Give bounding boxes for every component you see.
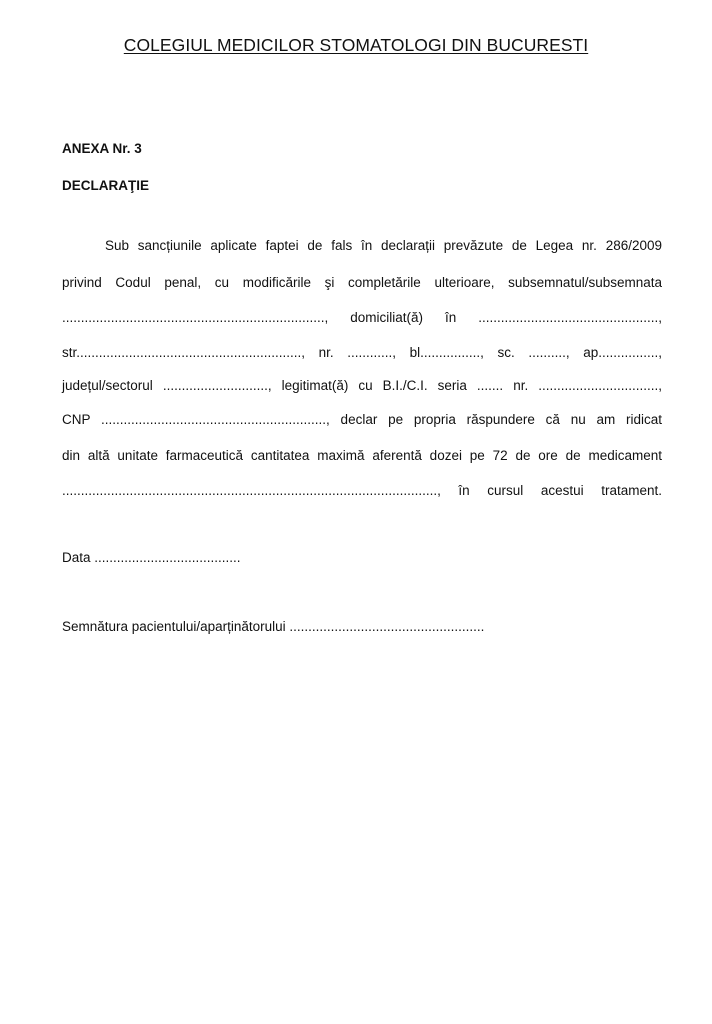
declaration-paragraph-line: privind Codul penal, cu modificările şi completările ulterioare, subsemnatul/subsemnata: [62, 275, 662, 290]
declaration-paragraph-line: județul/sectorul ............................, legitimat(ă) cu B.I./C.I. seria ....... nr. ................................,: [62, 378, 662, 393]
annex-heading: ANEXA Nr. 3: [62, 141, 142, 156]
document-title: COLEGIUL MEDICILOR STOMATOLOGI DIN BUCURESTI: [123, 35, 589, 55]
declaration-paragraph-line: Sub sancțiunile aplicate faptei de fals în declarații prevăzute de Legea nr. 286/2009: [105, 238, 662, 253]
signature-field-line: Semnătura pacientului/aparținătorului ....................................................: [62, 619, 485, 634]
date-field-line: Data .......................................: [62, 550, 241, 565]
declaration-heading: DECLARAŢIE: [62, 178, 149, 193]
declaration-paragraph-line: CNP ............................................................, declar pe propria răspundere că nu am ridicat: [62, 412, 662, 427]
declaration-paragraph-line: din altă unitate farmaceutică cantitatea maximă aferentă dozei pe 72 de ore de medicament: [62, 448, 662, 463]
declaration-paragraph-line: str............................................................, nr. ............, bl................, sc. .........., ap................,: [62, 345, 662, 360]
declaration-paragraph-line: ...................................................................................................., în cursul acestui tratament.: [62, 483, 662, 498]
declaration-paragraph-line: ......................................................................, domiciliat(ă) în ................................................,: [62, 310, 662, 325]
